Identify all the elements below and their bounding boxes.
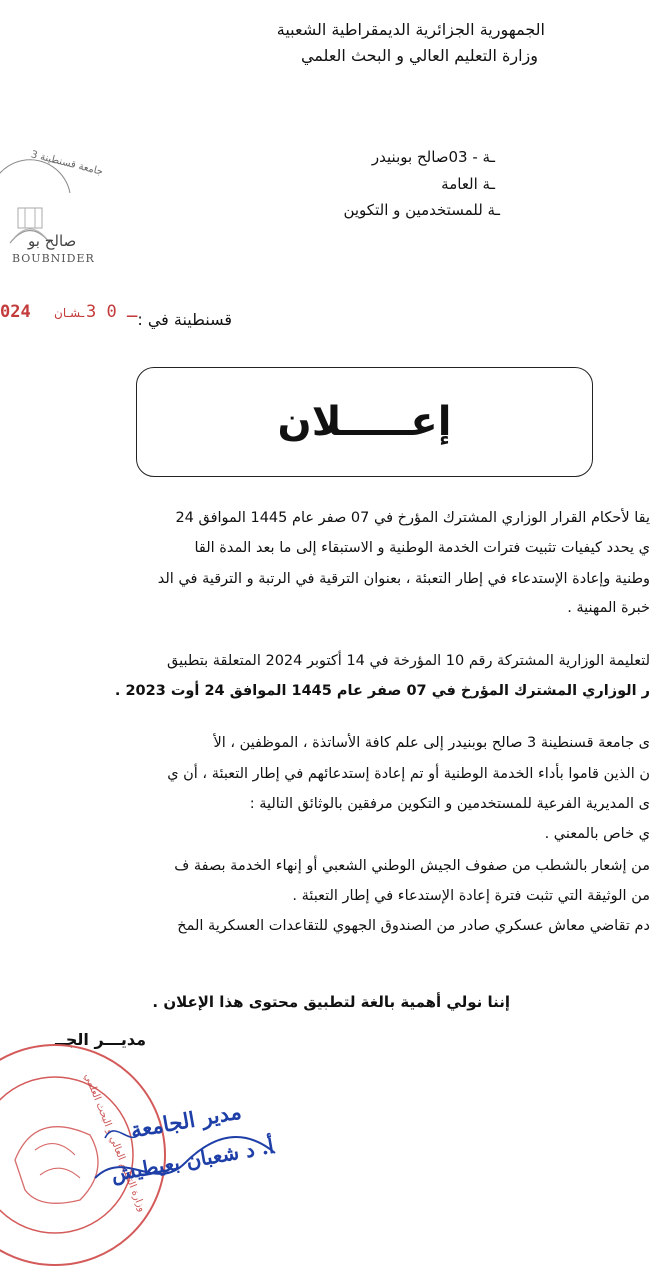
date-stamp-year: 024	[0, 302, 31, 322]
round-stamp-text: وزارة التعليم العالي و البحث العلمي	[81, 1072, 148, 1214]
notice-title: إعـــــلان	[277, 399, 452, 445]
paragraph-line: خبرة المهنية .	[567, 600, 650, 616]
paragraph-line: ى جامعة قسنطينة 3 صالح بوبنيدر إلى علم كافة الأساتذة ، الموظفين ، الأ	[213, 735, 650, 751]
sub-directorate: ـة للمستخدمين و التكوين	[343, 201, 500, 219]
paragraph-line: ر الوزاري المشترك المؤرخ في 07 صفر عام 1445 الموافق 24 أوت 2023 .	[114, 683, 650, 699]
signature-title-typed: مديـــر الجــ	[54, 1030, 146, 1049]
ministry-title: وزارة التعليم العالي و البحث العلمي	[300, 46, 538, 65]
paragraph-line: ى المديرية الفرعية للمستخدمين و التكوين مرفقين بالوثائق التالية :	[249, 796, 650, 812]
paragraph-line: ن الذين قاموا بأداء الخدمة الوطنية أو تم إعادة إستدعائهم في إطار التعبئة ، أن ي	[167, 766, 650, 782]
paragraph-line: ي يحدد كيفيات تثبيت فترات الخدمة الوطنية و الاستبقاء إلى ما بعد المدة القا	[194, 540, 650, 556]
handwritten-title: مدير الجامعة	[128, 1098, 244, 1143]
date-label: قسنطينة في :	[137, 310, 232, 329]
paragraph-line: ي خاص بالمعني .	[544, 826, 650, 842]
paragraph-line: من إشعار بالشطب من صفوف الجيش الوطني الشعبي أو إنهاء الخدمة بصفة ف	[174, 858, 650, 874]
republic-title: الجمهورية الجزائرية الديمقراطية الشعبية	[276, 20, 545, 39]
notice-box	[136, 367, 593, 477]
signature-scribble	[85, 1108, 285, 1202]
logo-name-latin: BOUBNIDER	[12, 252, 95, 265]
paragraph-line: وطنية وإعادة الإستدعاء في إطار التعبئة ، بعنوان الترقية في الرتبة و الترقية في الد	[157, 571, 650, 587]
date-stamp-day: ـ 0 3	[86, 302, 138, 322]
logo-name-arabic: صالح بو	[28, 232, 77, 250]
closing-statement: إننا نولي أهمية بالغة لتطبيق محتوى هذا الإعلان .	[152, 993, 510, 1011]
paragraph-line: يقا لأحكام القرار الوزاري المشترك المؤرخ في 07 صفر عام 1445 الموافق 24	[175, 510, 650, 526]
paragraph-line: لتعليمة الوزارية المشتركة رقم 10 المؤرخة في 14 أكتوبر 2024 المتعلقة بتطبيق	[166, 653, 650, 669]
handwritten-name: أ. د شعبان بعيطيش	[109, 1133, 276, 1187]
logo-arc-text: جامعة قسنطينة 3	[29, 149, 105, 178]
general-directorate: ـة العامة	[441, 175, 495, 193]
university-name: ـة - 03صالح بوبنيدر	[371, 148, 495, 166]
date-stamp-month-word: ـشـان	[54, 306, 85, 320]
paragraph-line: من الوثيقة التي تثبت فترة إعادة الإستدعاء في إطار التعبئة .	[292, 888, 650, 904]
paragraph-line: دم تقاضي معاش عسكري صادر من الصندوق الجهوي للتقاعدات العسكرية المخ	[177, 918, 650, 934]
